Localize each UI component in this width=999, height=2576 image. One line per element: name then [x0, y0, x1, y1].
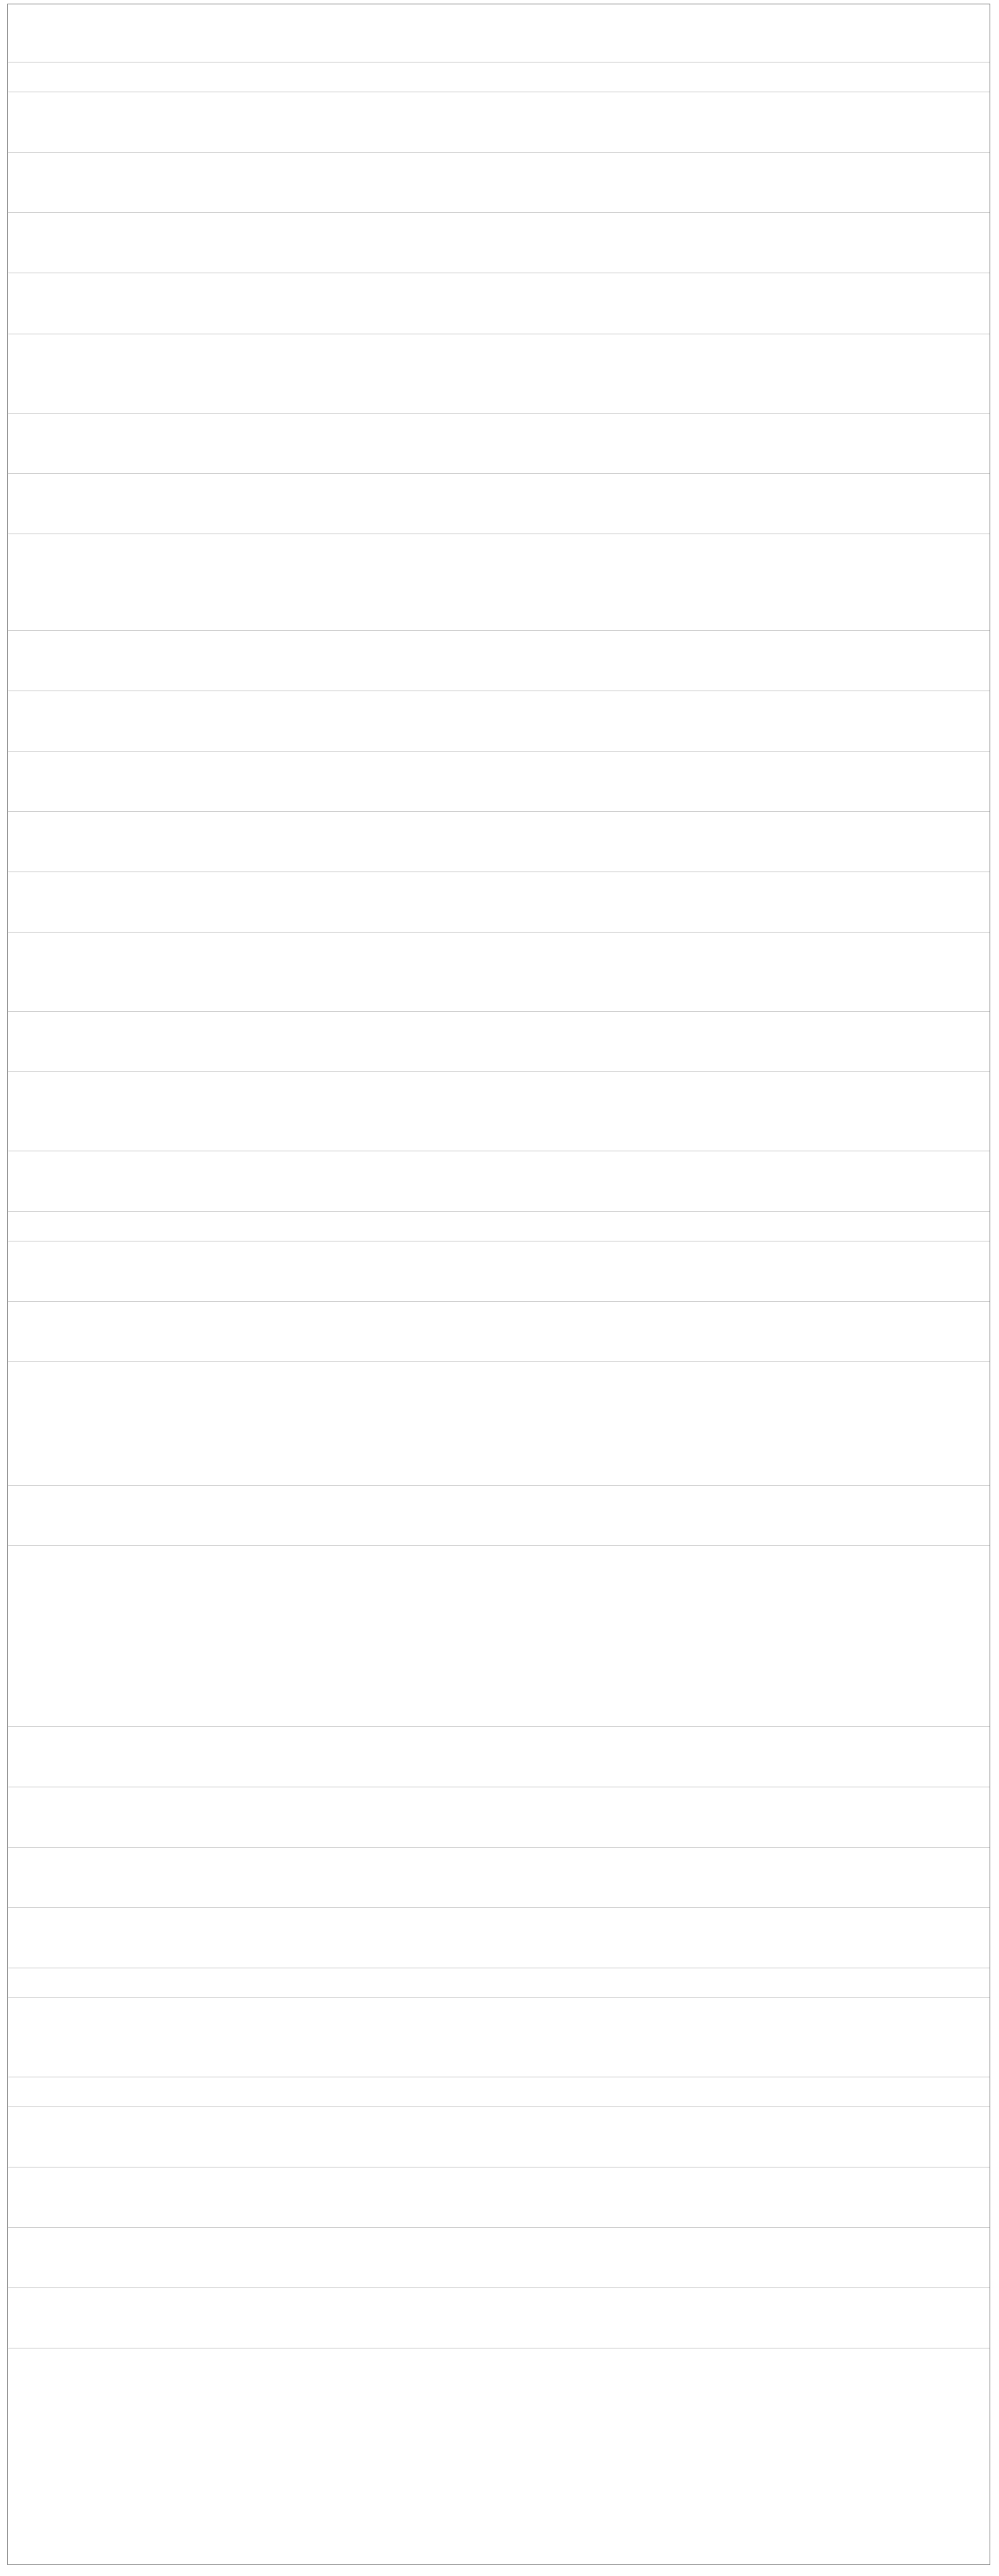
- row-divider: [8, 212, 990, 213]
- row-divider: [8, 2287, 990, 2288]
- row-divider: [8, 2167, 990, 2168]
- row-divider: [8, 1997, 990, 1998]
- row-divider: [8, 1907, 990, 1908]
- row-divider: [8, 811, 990, 812]
- row-divider: [8, 630, 990, 631]
- row-divider: [8, 152, 990, 153]
- row-divider: [8, 2106, 990, 2107]
- row-divider: [8, 1545, 990, 1546]
- row-divider: [8, 1211, 990, 1212]
- row-divider: [8, 751, 990, 752]
- row-divider: [8, 1301, 990, 1302]
- row-divider: [8, 1361, 990, 1362]
- row-divider: [8, 413, 990, 414]
- row-divider: [8, 1011, 990, 1012]
- row-divider: [8, 932, 990, 933]
- row-divider: [8, 473, 990, 474]
- transcript-page: [7, 4, 990, 2565]
- row-divider: [8, 1071, 990, 1072]
- row-divider: [8, 1485, 990, 1486]
- row-divider: [8, 62, 990, 63]
- row-divider: [8, 1847, 990, 1848]
- row-divider: [8, 1726, 990, 1727]
- row-divider: [8, 2227, 990, 2228]
